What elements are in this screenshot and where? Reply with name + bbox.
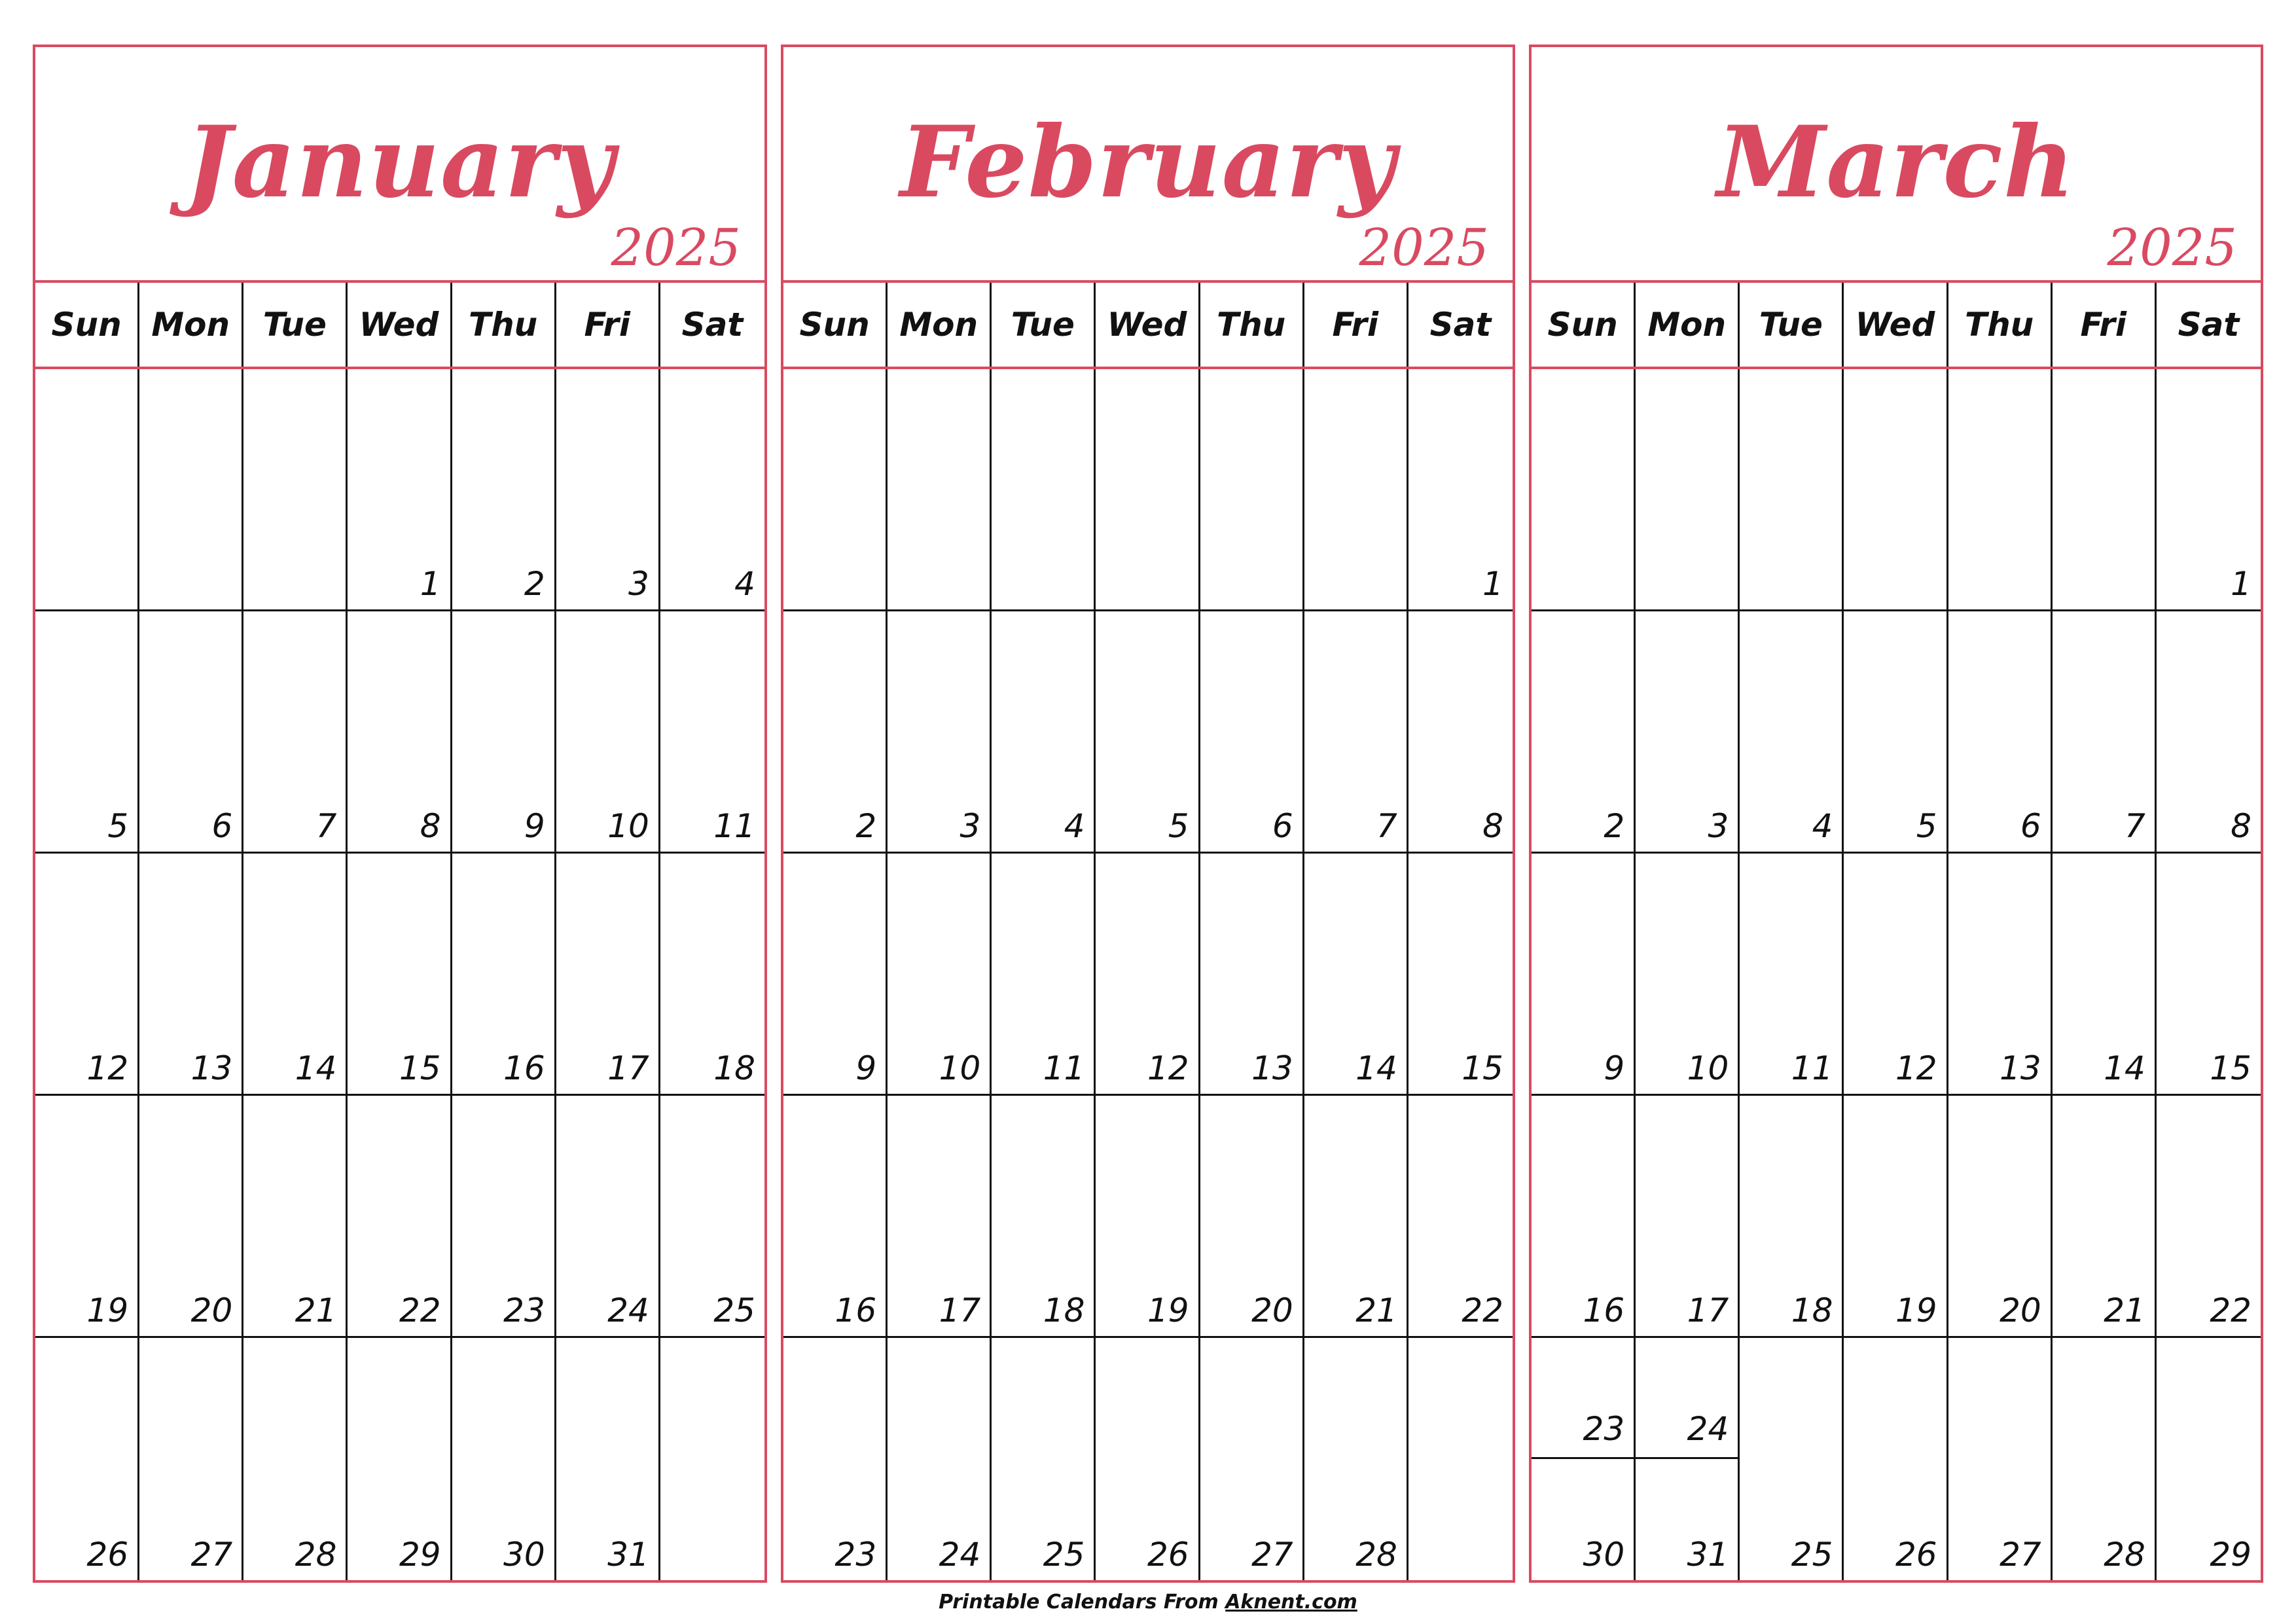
day-grid <box>1532 369 2261 1580</box>
day-cell[interactable] <box>660 854 764 1096</box>
weekday-label: Sun <box>783 283 888 367</box>
day-cell[interactable] <box>1096 854 1200 1096</box>
weekday-label: Sun <box>35 283 139 367</box>
day-number: 1 <box>1482 565 1503 603</box>
day-cell[interactable] <box>2053 369 2157 611</box>
day-cell[interactable] <box>1304 1096 1408 1338</box>
day-number: 16 <box>834 1291 877 1329</box>
day-cell[interactable] <box>1740 854 1844 1096</box>
day-number: 24 <box>939 1536 981 1574</box>
day-number: 9 <box>524 807 545 845</box>
day-number: 29 <box>2210 1536 2251 1574</box>
day-number: 14 <box>295 1049 337 1087</box>
day-cell[interactable] <box>1740 1096 1844 1338</box>
day-cell[interactable] <box>1844 369 1948 611</box>
day-grid <box>783 369 1513 1580</box>
day-cell[interactable] <box>1636 369 1740 611</box>
weekday-label: Wed <box>1096 283 1200 367</box>
footer <box>0 1591 2296 1614</box>
day-cell[interactable] <box>992 1096 1096 1338</box>
month-year: 2025 <box>611 219 741 278</box>
day-cell[interactable] <box>1740 1338 1844 1580</box>
day-cell[interactable] <box>1304 1338 1408 1580</box>
day-number: 10 <box>607 807 649 845</box>
day-cell-split-top[interactable] <box>1636 1338 1738 1459</box>
weekday-label: Tue <box>243 283 348 367</box>
day-number: 12 <box>1895 1049 1937 1087</box>
day-number: 7 <box>1376 807 1397 845</box>
day-cell[interactable] <box>2157 854 2261 1096</box>
day-number: 11 <box>713 807 755 845</box>
day-number: 20 <box>190 1291 233 1329</box>
footer-prefix: Printable Calendars From <box>939 1591 1226 1614</box>
day-cell[interactable] <box>1948 1338 2053 1580</box>
day-cell[interactable] <box>783 854 888 1096</box>
day-cell[interactable] <box>1844 854 1948 1096</box>
day-number: 27 <box>2000 1536 2041 1574</box>
day-number: 3 <box>960 807 981 845</box>
day-cell[interactable] <box>139 854 243 1096</box>
day-number: 14 <box>1355 1049 1397 1087</box>
day-number: 28 <box>2104 1536 2145 1574</box>
day-number: 28 <box>1355 1536 1397 1574</box>
day-cell[interactable] <box>139 1338 243 1580</box>
day-cell[interactable] <box>35 854 139 1096</box>
day-cell[interactable] <box>1948 369 2053 611</box>
day-number: 8 <box>420 807 441 845</box>
day-number: 30 <box>503 1536 545 1574</box>
day-number: 27 <box>1251 1536 1293 1574</box>
day-number: 2 <box>1604 807 1625 845</box>
day-number: 23 <box>503 1291 545 1329</box>
day-number: 6 <box>211 807 233 845</box>
day-number: 9 <box>1604 1049 1625 1087</box>
month-march <box>1529 45 2263 1583</box>
day-number: 15 <box>2210 1049 2251 1087</box>
day-cell[interactable] <box>992 1338 1096 1580</box>
day-number: 23 <box>1583 1410 1625 1448</box>
day-number: 13 <box>190 1049 233 1087</box>
day-cell[interactable] <box>35 1096 139 1338</box>
day-number: 25 <box>713 1291 755 1329</box>
day-number: 6 <box>2020 807 2041 845</box>
day-cell[interactable] <box>888 369 992 611</box>
day-number: 4 <box>1812 807 1833 845</box>
day-cell[interactable] <box>1304 854 1408 1096</box>
day-cell[interactable] <box>1096 1096 1200 1338</box>
day-number: 26 <box>1895 1536 1937 1574</box>
day-grid <box>35 369 764 1580</box>
day-number: 1 <box>2231 565 2251 603</box>
day-number: 25 <box>1043 1536 1085 1574</box>
day-number: 18 <box>1043 1291 1085 1329</box>
day-number: 9 <box>855 1049 877 1087</box>
month-name: January <box>185 105 615 220</box>
day-number: 11 <box>1043 1049 1085 1087</box>
day-number: 21 <box>1355 1291 1397 1329</box>
day-number: 17 <box>939 1291 981 1329</box>
day-number: 24 <box>607 1291 649 1329</box>
month-year: 2025 <box>2107 219 2237 278</box>
day-cell[interactable] <box>35 369 139 611</box>
day-cell[interactable] <box>1844 1338 1948 1580</box>
day-number: 16 <box>1583 1291 1625 1329</box>
day-cell[interactable] <box>1408 1338 1513 1580</box>
weekday-label: Fri <box>2053 283 2157 367</box>
day-cell[interactable] <box>2157 611 2261 854</box>
day-cell[interactable] <box>1532 611 1636 854</box>
day-cell[interactable] <box>139 1096 243 1338</box>
day-cell[interactable] <box>452 1096 556 1338</box>
day-cell[interactable] <box>35 611 139 854</box>
month-year: 2025 <box>1359 219 1489 278</box>
day-cell[interactable] <box>556 1338 660 1580</box>
day-number: 10 <box>1687 1049 1729 1087</box>
day-cell[interactable] <box>1096 1338 1200 1580</box>
day-number: 31 <box>1687 1536 1729 1574</box>
day-cell[interactable] <box>1532 1338 1636 1580</box>
day-cell[interactable] <box>452 854 556 1096</box>
day-cell[interactable] <box>2053 854 2157 1096</box>
day-number: 15 <box>399 1049 441 1087</box>
day-cell[interactable] <box>660 1096 764 1338</box>
day-cell[interactable] <box>1532 854 1636 1096</box>
day-number: 5 <box>1916 807 1937 845</box>
weekday-label: Sat <box>1429 306 1492 344</box>
day-cell[interactable] <box>556 369 660 611</box>
day-number: 11 <box>1791 1049 1833 1087</box>
weekday-label: Sun <box>1532 283 1636 367</box>
day-cell[interactable] <box>2157 1338 2261 1580</box>
weekday-label: Fri <box>556 283 660 367</box>
day-number: 20 <box>2000 1291 2041 1329</box>
weekday-label: Sat <box>681 306 744 344</box>
day-cell[interactable] <box>992 854 1096 1096</box>
day-cell[interactable] <box>2053 611 2157 854</box>
day-number: 2 <box>524 565 545 603</box>
day-cell[interactable] <box>888 854 992 1096</box>
day-cell[interactable] <box>1408 1096 1513 1338</box>
day-cell[interactable] <box>1636 854 1740 1096</box>
day-number: 6 <box>1272 807 1293 845</box>
day-cell[interactable] <box>243 369 348 611</box>
day-cell[interactable] <box>660 1338 764 1580</box>
day-cell[interactable] <box>556 1096 660 1338</box>
day-cell[interactable] <box>2053 1338 2157 1580</box>
day-cell[interactable] <box>348 611 452 854</box>
month-name: February <box>899 105 1397 220</box>
month-january <box>33 45 767 1583</box>
day-cell[interactable] <box>1636 1338 1740 1580</box>
day-number: 24 <box>1687 1410 1729 1448</box>
day-cell[interactable] <box>2157 1096 2261 1338</box>
month-header <box>783 47 1513 280</box>
month-header <box>1532 47 2261 280</box>
day-number: 26 <box>1147 1536 1189 1574</box>
day-number: 22 <box>399 1291 441 1329</box>
day-cell[interactable] <box>1304 611 1408 854</box>
day-cell[interactable] <box>243 1338 348 1580</box>
day-cell[interactable] <box>452 369 556 611</box>
day-number: 4 <box>734 565 755 603</box>
day-number: 17 <box>1687 1291 1729 1329</box>
day-cell[interactable] <box>1532 369 1636 611</box>
day-cell[interactable] <box>1844 1096 1948 1338</box>
day-number: 28 <box>295 1536 337 1574</box>
day-number: 26 <box>86 1536 129 1574</box>
day-cell[interactable] <box>1200 1338 1304 1580</box>
weekday-label: Wed <box>1844 283 1948 367</box>
day-cell[interactable] <box>1844 611 1948 854</box>
weekday-label: Mon <box>139 283 243 367</box>
day-number: 3 <box>628 565 649 603</box>
weekday-label: Mon <box>1636 283 1740 367</box>
day-cell[interactable] <box>1200 369 1304 611</box>
day-cell[interactable] <box>139 369 243 611</box>
day-cell[interactable] <box>888 611 992 854</box>
day-number: 7 <box>2125 807 2145 845</box>
day-number: 21 <box>2104 1291 2145 1329</box>
day-number: 5 <box>1168 807 1189 845</box>
day-number: 14 <box>2104 1049 2145 1087</box>
day-number: 19 <box>1147 1291 1189 1329</box>
day-number: 17 <box>607 1049 649 1087</box>
day-number: 12 <box>86 1049 129 1087</box>
day-cell[interactable] <box>783 1338 888 1580</box>
day-number: 22 <box>1462 1291 1503 1329</box>
month-name: March <box>1717 105 2075 220</box>
day-cell[interactable] <box>1740 369 1844 611</box>
day-cell[interactable] <box>1408 611 1513 854</box>
day-cell[interactable] <box>1948 611 2053 854</box>
day-cell[interactable] <box>1636 1096 1740 1338</box>
day-cell[interactable] <box>348 854 452 1096</box>
weekday-label: Fri <box>1304 283 1408 367</box>
day-number: 29 <box>399 1536 441 1574</box>
day-cell[interactable] <box>660 369 764 611</box>
day-cell[interactable] <box>556 854 660 1096</box>
day-cell[interactable] <box>1096 611 1200 854</box>
weekday-label: Tue <box>992 283 1096 367</box>
day-cell[interactable] <box>992 369 1096 611</box>
weekday-label: Mon <box>888 283 992 367</box>
day-cell[interactable] <box>1408 369 1513 611</box>
day-cell[interactable] <box>1532 1096 1636 1338</box>
day-cell[interactable] <box>783 1096 888 1338</box>
day-cell[interactable] <box>452 611 556 854</box>
day-number: 19 <box>86 1291 129 1329</box>
day-cell[interactable] <box>1200 854 1304 1096</box>
day-cell[interactable] <box>348 1338 452 1580</box>
day-number: 18 <box>713 1049 755 1087</box>
day-number: 21 <box>295 1291 337 1329</box>
month-header <box>35 47 764 280</box>
day-cell[interactable] <box>452 1338 556 1580</box>
day-cell[interactable] <box>783 611 888 854</box>
weekday-header-row <box>783 280 1513 369</box>
day-number: 27 <box>190 1536 233 1574</box>
day-cell[interactable] <box>1304 369 1408 611</box>
footer-link[interactable]: Aknent.com <box>1225 1591 1357 1614</box>
day-number: 7 <box>315 807 337 845</box>
day-number: 19 <box>1895 1291 1937 1329</box>
day-number: 22 <box>2210 1291 2251 1329</box>
day-number: 4 <box>1064 807 1085 845</box>
weekday-header-row <box>1532 280 2261 369</box>
day-number: 13 <box>2000 1049 2041 1087</box>
day-number: 15 <box>1462 1049 1503 1087</box>
day-cell[interactable] <box>2053 1096 2157 1338</box>
day-number: 5 <box>107 807 129 845</box>
day-cell[interactable] <box>992 611 1096 854</box>
weekday-label: Wed <box>348 283 452 367</box>
day-number: 20 <box>1251 1291 1293 1329</box>
day-cell[interactable] <box>1948 1096 2053 1338</box>
day-number: 13 <box>1251 1049 1293 1087</box>
day-number: 31 <box>607 1536 649 1574</box>
day-cell[interactable] <box>139 611 243 854</box>
day-cell[interactable] <box>348 369 452 611</box>
day-cell[interactable] <box>888 1096 992 1338</box>
day-cell[interactable] <box>556 611 660 854</box>
day-cell[interactable] <box>348 1096 452 1338</box>
day-number: 8 <box>1482 807 1503 845</box>
day-cell[interactable] <box>1948 854 2053 1096</box>
day-number: 12 <box>1147 1049 1189 1087</box>
day-cell[interactable] <box>35 1338 139 1580</box>
day-number: 23 <box>834 1536 877 1574</box>
day-number: 3 <box>1708 807 1729 845</box>
day-cell[interactable] <box>1096 369 1200 611</box>
day-number: 2 <box>855 807 877 845</box>
day-cell[interactable] <box>243 854 348 1096</box>
day-cell[interactable] <box>660 611 764 854</box>
day-number: 10 <box>939 1049 981 1087</box>
day-cell-split-top[interactable] <box>1532 1338 1634 1459</box>
weekday-label: Thu <box>1948 283 2053 367</box>
day-cell[interactable] <box>2157 369 2261 611</box>
weekday-label: Sat <box>2178 306 2240 344</box>
day-cell[interactable] <box>1740 611 1844 854</box>
day-cell[interactable] <box>1636 611 1740 854</box>
day-number: 18 <box>1791 1291 1833 1329</box>
day-cell[interactable] <box>243 611 348 854</box>
day-cell[interactable] <box>888 1338 992 1580</box>
weekday-header-row <box>35 280 764 369</box>
day-cell[interactable] <box>783 369 888 611</box>
day-number: 25 <box>1791 1536 1833 1574</box>
day-number: 30 <box>1583 1536 1625 1574</box>
day-number: 8 <box>2231 807 2251 845</box>
day-cell[interactable] <box>1408 854 1513 1096</box>
day-cell[interactable] <box>1200 611 1304 854</box>
day-number: 16 <box>503 1049 545 1087</box>
weekday-label: Thu <box>452 283 556 367</box>
weekday-label: Thu <box>1200 283 1304 367</box>
weekday-label: Tue <box>1740 283 1844 367</box>
month-february <box>781 45 1515 1583</box>
day-cell[interactable] <box>1200 1096 1304 1338</box>
day-number: 1 <box>420 565 441 603</box>
day-cell[interactable] <box>243 1096 348 1338</box>
